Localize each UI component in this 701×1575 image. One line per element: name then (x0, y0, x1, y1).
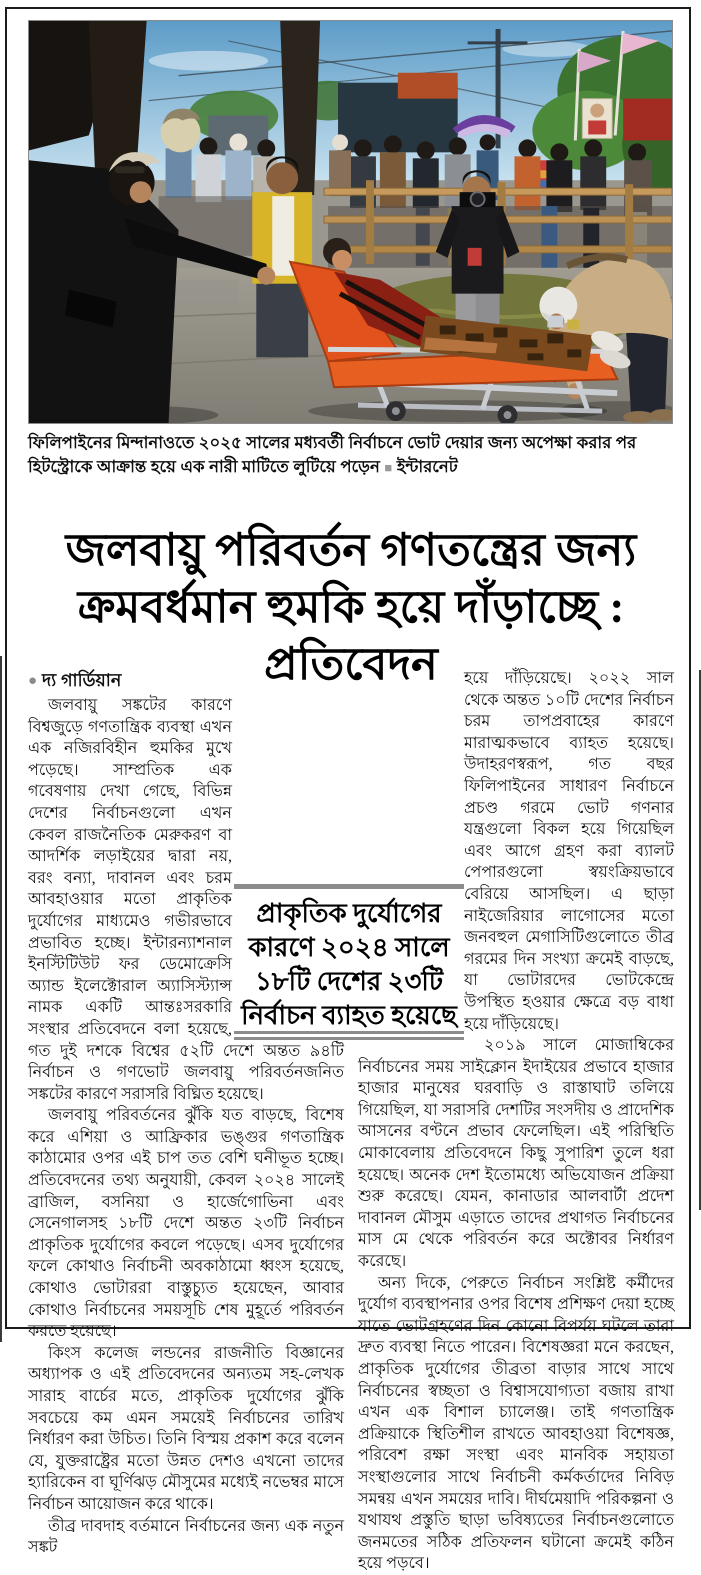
caption-text: ফিলিপাইনের মিন্দানাওতে ২০২৫ সালের মধ্যবর্তী নির্বাচনে ভোট দেয়ার জন্য অপেক্ষা করার পর হিটস্ট্রোকে আক্রান্ত হয়ে এক নারী মাটিতে লুটিয়ে পড়েন (28, 434, 637, 476)
article-headline: জলবায়ু পরিবর্তন গণতন্ত্রের জন্য ক্রমবর্ধমান হুমকি হয়ে দাঁড়াচ্ছে : প্রতিবেদন (65, 525, 637, 690)
paragraph: তীব্র দাবদাহ বর্তমানে নির্বাচনের জন্য এক নতুন সঙ্কট (28, 1517, 344, 1557)
photo-caption (28, 431, 674, 480)
caption-credit-square-icon: ■ (384, 460, 393, 475)
byline-bullet-icon: ● (28, 672, 38, 689)
paragraph: ২০১৯ সালে মোজাম্বিকের নির্বাচনের সময় সাইক্লোন ইদাইয়ের প্রভাবে হাজার হাজার মানুষের ঘরবাড়ি ও রাস্তাঘাট তলিয়ে গিয়েছিল, যা সরাসরি দেশটির সংসদীয় ও প্রাদেশিক আসনের বণ্টনে প্রভাব ফেলেছিল। এই পরিস্থিতি মোকাবেলায় প্রতিবেদনে কিছু সুপারিশ তুলে ধরা হয়েছে। অনেক দেশ ইতোমধ্যে অভিযোজন প্রক্রিয়া শুরু করেছে। যেমন, কানাডার আলবার্টা প্রদেশ দাবানল মৌসুম এড়াতে তাদের প্রথাগত নির্বাচনের মাস মে থেকে পরিবর্তন করে অক্টোবর নির্ধারণ করেছে। (358, 1037, 674, 1271)
paragraph: জলবায়ু পরিবর্তনের ঝুঁকি যত বাড়ছে, বিশেষ করে এশিয়া ও আফ্রিকার ভঙ্গুর গণতান্ত্রিক কাঠামোর ওপর এই চাপ তত বেশি ঘনীভূত হচ্ছে। প্রতিবেদনের তথ্য অনুযায়ী, কেবল ২০২৪ সালেই ব্রাজিল, বসনিয়া ও হার্জেগোভিনা এবং সেনেগালসহ ১৮টি দেশে অন্তত ২৩টি নির্বাচন প্রাকৃতিক দুর্যোগের কবলে পড়েছে। এসব দুর্যোগের ফলে কোথাও নির্বাচনী অবকাঠামো ধ্বংস হয়েছে, কোথাও ভোটাররা বাস্তুচ্যুত হয়েছেন, আবার কোথাও নির্বাচনের সময়সূচি শেষ মুহূর্তে পরিবর্তন করতে হয়েছে। (28, 1107, 344, 1341)
byline (28, 668, 344, 693)
paragraph: কিংস কলেজ লন্ডনের রাজনীতি বিজ্ঞানের অধ্যাপক ও এই প্রতিবেদনের অন্যতম সহ-লেখক সারাহ বার্চের মতে, প্রাকৃতিক দুর্যোগের ঝুঁকি সবচেয়ে কম এমন সময়েই নির্বাচনের তারিখ নির্ধারণ করা উচিত। তিনি বিস্ময় প্রকাশ করে বলেন যে, যুক্তরাষ্ট্রের মতো উন্নত দেশও এখনো তাদের হ্যারিকেন বা ঘূর্ণিঝড় মৌসুমের মধ্যেই নভেম্বর মাসে নির্বাচন আয়োজন করে থাকে। (28, 1344, 344, 1513)
paragraph: অন্য দিকে, পেরুতে নির্বাচন সংশ্লিষ্ট কর্মীদের দুর্যোগ ব্যবস্থাপনার ওপর বিশেষ প্রশিক্ষণ দেয়া হচ্ছে যাতে ভোটগ্রহণের দিন কোনো বিপর্যয় ঘটলে তারা দ্রুত ব্যবস্থা নিতে পারেন। বিশেষজ্ঞরা মনে করছেন, প্রাকৃতিক দুর্যোগের তীব্রতা বাড়ার সাথে সাথে নির্বাচনের স্বচ্ছতা ও বিশ্বাসযোগ্যতা বজায় রাখা এখন এক বিশাল চ্যালেঞ্জ। তাই গণতান্ত্রিক প্রক্রিয়াকে স্থিতিশীল রাখতে আবহাওয়া বিশেষজ্ঞ, পরিবেশ রক্ষা সংস্থা এবং মানবিক সহায়তা সংস্থাগুলোর সাথে নির্বাচনী কর্মকর্তাদের নিবিড় সমন্বয় এখন সময়ের দাবি। দীর্ঘমেয়াদি পরিকল্পনা ও যথাযথ প্রস্তুতি ছাড়া ভবিষ্যতের নির্বাচনগুলোতে জনমতের সঠিক প্রতিফলন ঘটানো ক্রমেই কঠিন হয়ে পড়বে। (358, 1274, 674, 1573)
paragraph: জলবায়ু সঙ্কটের কারণে বিশ্বজুড়ে গণতান্ত্রিক ব্যবস্থা এখন এক নজিরবিহীন হুমকির মুখে পড়েছে। সাম্প্রতিক এক গবেষণায় দেখা গেছে, বিভিন্ন দেশের নির্বাচনগুলো এখন কেবল রাজনৈতিক মেরুকরণ বা আদর্শিক লড়াইয়ের দ্বারা নয়, বরং বন্যা, দাবানল এবং চরম আবহাওয়ার মতো প্রাকৃতিক দুর্যোগের মাধ্যমেও গভীরভাবে প্রভাবিত হচ্ছে। ইন্টারন্যাশনাল ইনস্টিটিউট ফর ডেমোক্রেসি অ্যান্ড ইলেক্টোরাল অ্যাসিস্ট্যান্স নামক একটি আন্তঃসরকারি সংস্থার প্রতিবেদনে বলা হয়েছে, গত দুই দশকে বিশ্বের ৫২টি দেশে অন্তত ৯৪টি নির্বাচন ও গণভোট জলবায়ু পরিবর্তনজনিত সঙ্কটের কারণে সরাসরি বিঘ্নিত হয়েছে। (28, 697, 344, 1103)
article-body (28, 668, 674, 1573)
photo-illustration (29, 21, 672, 423)
adjacent-column-rule-left (0, 656, 2, 1342)
paragraph: হয়ে দাঁড়িয়েছে। ২০২২ সাল থেকে অন্তত ১০টি দেশের নির্বাচন চরম তাপপ্রবাহের কারণে মারাত্মকভাবে ব্যাহত হয়েছে। উদাহরণস্বরূপ, গত বছর ফিলিপাইনের সাধারণ নির্বাচনে প্রচণ্ড গরমে ভোট গণনার যন্ত্রগুলো বিকল হয়ে গিয়েছিল এবং আগে গ্রহণ করা ব্যালট পেপারগুলো স্বয়ংক্রিয়ভাবে বেরিয়ে আসছিল। এ ছাড়া নাইজেরিয়ার লাগোসের মতো জনবহুল মেগাসিটিগুলোতে তীব্র গরমের দিন সংখ্যা ক্রমেই বাড়ছে, যা ভোটারদের ভোটকেন্দ্রে উপস্থিত হওয়ার ক্ষেত্রে বড় বাধা হয়ে দাঁড়িয়েছে। (464, 670, 674, 1033)
article-photo (28, 20, 673, 424)
byline-source: দ্য গার্ডিয়ান (41, 670, 122, 690)
caption-credit: ইন্টারনেট (396, 458, 458, 476)
pull-quote: প্রাকৃতিক দুর্যোগের কারণে ২০২৪ সালে ১৮টি দেশের ২৩টি নির্বাচন ব্যাহত হয়েছে (234, 884, 464, 1040)
